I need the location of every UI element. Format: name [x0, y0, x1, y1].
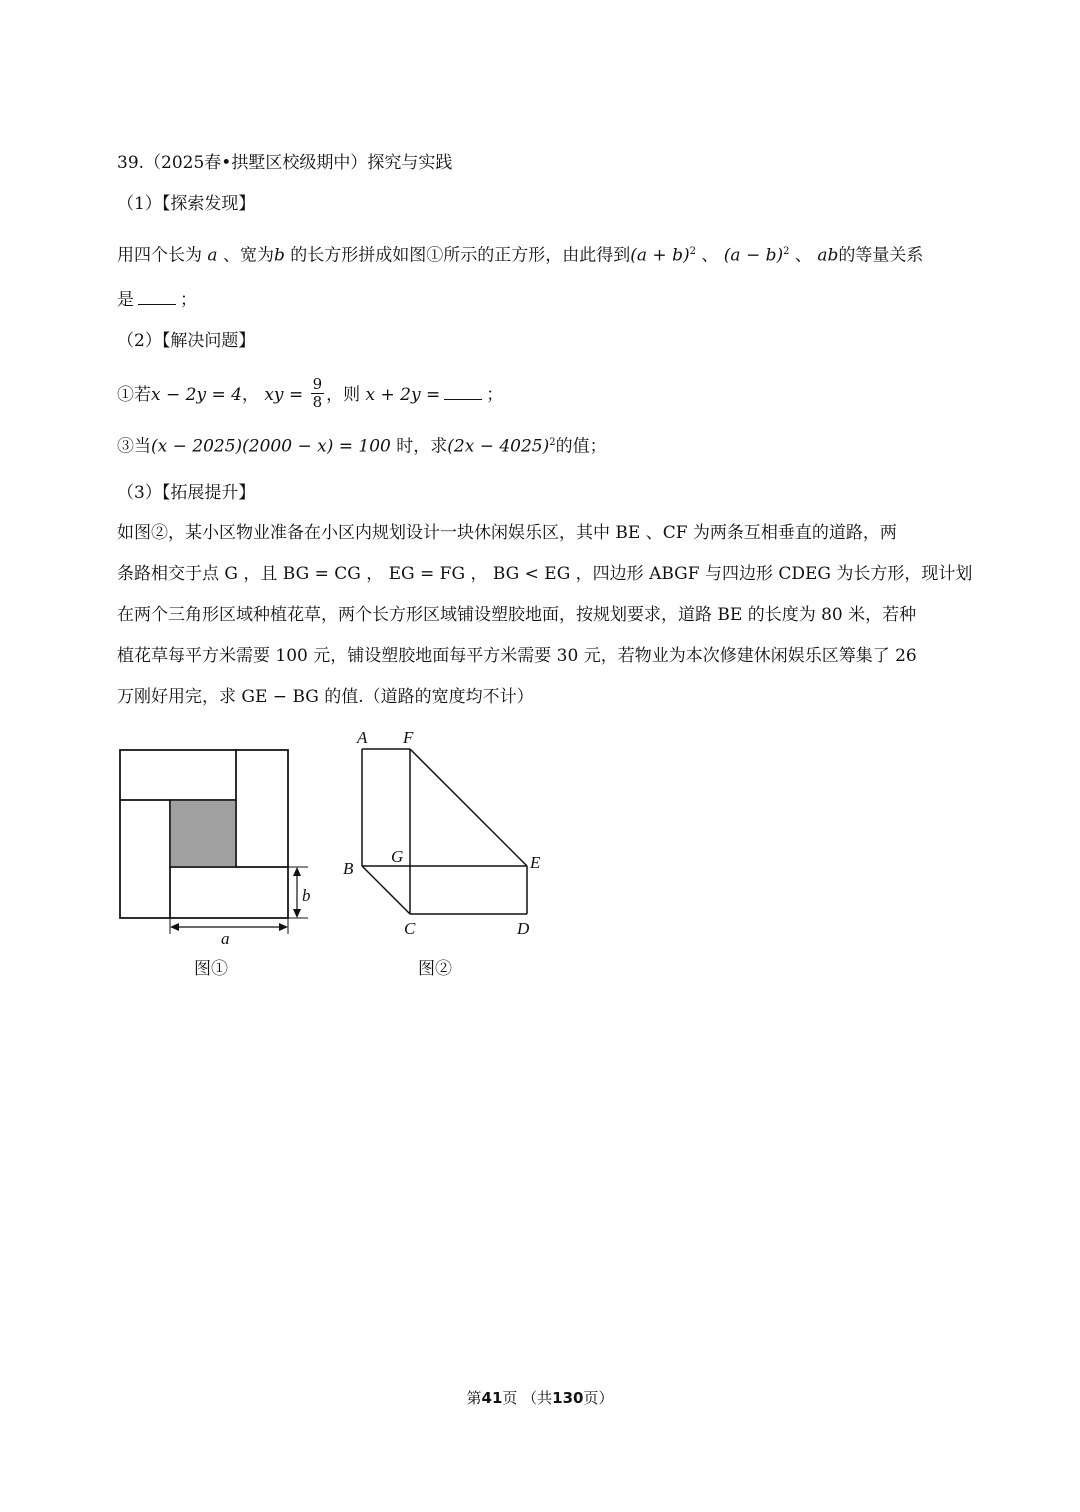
figure1-label-a: a [221, 929, 230, 948]
problem-source: （2025春•拱墅区校级期中） [144, 153, 368, 173]
part3-line3: 在两个三角形区域种植花草，两个长方形区域铺设塑胶地面，按规划要求，道路 BE 的长度为 80 米，若种 [117, 605, 917, 625]
problem-title: 探究与实践 [367, 153, 453, 173]
var-a: a [207, 245, 218, 266]
current-page: 41 [481, 1389, 503, 1407]
part2-q1: ①若x − 2y = 4， xy = $\frac{9}{8}$ ，则 x + 2y = ； [117, 375, 504, 411]
part3-line5: 万刚好用完，求 GE − BG 的值.（道路的宽度均不计） [117, 687, 534, 707]
figure1-shaded-square [170, 800, 236, 867]
figure1 [120, 750, 308, 934]
part1-text: 用四个长为 a 、宽为b 的长方形拼成如图①所示的正方形，由此得到$(a + b)^2$ 、 $(a - b)^2$ 、 ab的等量关系 [117, 245, 924, 266]
figure1-a-arrowhead-right [279, 923, 288, 931]
part2-q2: ③当(x − 2025)(2000 − x) = 100 时，求$(2x - 4025)^2$的值； [117, 436, 607, 457]
figure2-label-C: C [404, 919, 416, 938]
figure1-b-arrowhead-up [293, 867, 301, 876]
problem-number: 39. [117, 153, 145, 173]
part3-label: （3）【拓展提升】 [117, 483, 256, 503]
figure1-b-arrowhead-down [293, 909, 301, 918]
part3-line1: 如图②，某小区物业准备在小区内规划设计一块休闲娱乐区，其中 BE 、CF 为两条互相垂直的道路，两 [117, 523, 897, 543]
figure1-caption: 图① [194, 959, 228, 979]
expr-a-minus-b: (a − b) [723, 245, 784, 266]
figure2-label-E: E [530, 853, 541, 872]
part3-line2: 条路相交于点 G ，且 BG = CG ， EG = FG ， BG < EG ，四边形 ABGF 与四边形 CDEG 为长方形，现计划 [117, 564, 973, 584]
part2-label: （2）【解决问题】 [117, 331, 256, 351]
var-b: b [273, 245, 285, 266]
figure2 [362, 749, 527, 914]
part3-line4: 植花草每平方米需要 100 元，铺设塑胶地面每平方米需要 30 元，若物业为本次修建休闲娱乐区筹集了 26 [117, 646, 917, 666]
part1-label: （1）【探索发现】 [117, 194, 256, 214]
page-footer: 第41页 （共130页） [466, 1389, 614, 1407]
figure2-segment-BC [362, 866, 410, 914]
figure2-label-D: D [517, 919, 530, 938]
total-pages: 130 [552, 1389, 584, 1407]
figure2-label-B: B [343, 859, 354, 878]
figure2-label-A: A [357, 728, 368, 747]
expr-a-plus-b: (a + b) [630, 245, 690, 266]
figure1-rect-right [236, 750, 288, 867]
expr-ab: ab [817, 245, 839, 266]
figure2-segment-FE [410, 749, 527, 866]
figure1-rect-top [120, 750, 236, 800]
figure1-label-b: b [302, 886, 311, 905]
figure2-label-G: G [391, 847, 404, 866]
figure2-caption: 图② [418, 959, 452, 979]
part1-answer-line: 是 ； [117, 290, 197, 310]
figure2-label-F: F [403, 728, 414, 747]
figure1-rect-bottom [170, 867, 288, 918]
figure1-rect-left [120, 800, 170, 918]
fraction-9-8: $\frac{9}{8}$ [312, 375, 323, 411]
figure1-a-arrowhead-left [170, 923, 179, 931]
